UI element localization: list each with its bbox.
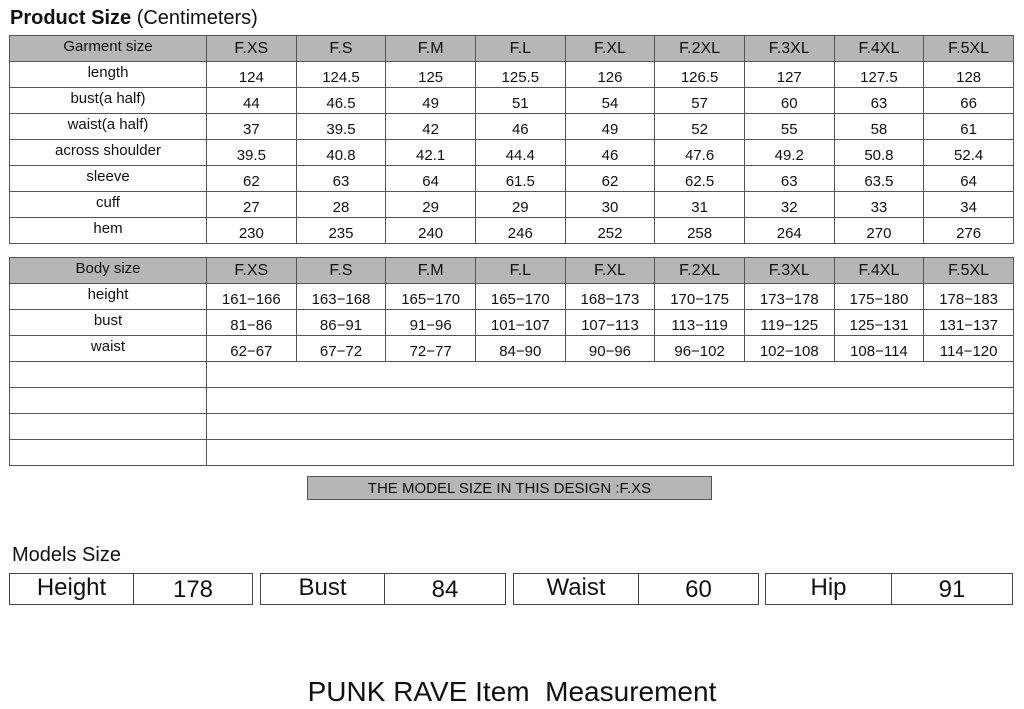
measurement-cell: 47.6 bbox=[655, 140, 745, 166]
measurement-cell: 49.2 bbox=[744, 140, 834, 166]
measurement-cell: 230 bbox=[207, 218, 297, 244]
garment-row bbox=[10, 140, 1014, 166]
size-header-cell: F.3XL bbox=[744, 258, 834, 284]
measurement-cell: 125.5 bbox=[475, 62, 565, 88]
measurement-cell: 64 bbox=[386, 166, 476, 192]
measurement-cell: 63.5 bbox=[834, 166, 924, 192]
empty-row bbox=[10, 388, 1014, 414]
measurement-cell: 46 bbox=[475, 114, 565, 140]
measurement-cell: 32 bbox=[744, 192, 834, 218]
footer-title: PUNK RAVE Item Measurement bbox=[307, 676, 717, 707]
measurement-cell: 124 bbox=[207, 62, 297, 88]
measurement-cell: 44 bbox=[207, 88, 297, 114]
size-header-cell: F.2XL bbox=[655, 258, 745, 284]
measurement-cell: 61 bbox=[924, 114, 1014, 140]
measurement-cell: 126.5 bbox=[655, 62, 745, 88]
body-size-table bbox=[9, 257, 1014, 466]
measurement-cell: 28 bbox=[296, 192, 386, 218]
measurement-cell: 240 bbox=[386, 218, 476, 244]
garment-row bbox=[10, 192, 1014, 218]
garment-row bbox=[10, 62, 1014, 88]
measurement-cell: 119−125 bbox=[744, 310, 834, 336]
measurement-cell: 64 bbox=[924, 166, 1014, 192]
model-measure-label: Hip bbox=[766, 574, 892, 604]
measurement-cell: 63 bbox=[744, 166, 834, 192]
measurement-cell: 276 bbox=[924, 218, 1014, 244]
measurement-cell: 54 bbox=[565, 88, 655, 114]
measurement-cell: 34 bbox=[924, 192, 1014, 218]
size-header-cell: F.L bbox=[475, 36, 565, 62]
measurement-cell: 49 bbox=[565, 114, 655, 140]
body-row bbox=[10, 284, 1014, 310]
measurement-cell: 264 bbox=[744, 218, 834, 244]
measurement-cell: 165−170 bbox=[475, 284, 565, 310]
measurement-cell: 39.5 bbox=[207, 140, 297, 166]
size-header-cell: F.S bbox=[296, 36, 386, 62]
measurement-cell: 57 bbox=[655, 88, 745, 114]
model-measure-label: Bust bbox=[261, 574, 385, 604]
measurement-cell: 124.5 bbox=[296, 62, 386, 88]
empty-value-cell bbox=[207, 414, 1014, 440]
measurement-cell: 125 bbox=[386, 62, 476, 88]
measurement-cell: 40.8 bbox=[296, 140, 386, 166]
empty-value-cell bbox=[207, 362, 1014, 388]
empty-value-cell bbox=[207, 388, 1014, 414]
measurement-cell: 126 bbox=[565, 62, 655, 88]
measurement-cell: 62.5 bbox=[655, 166, 745, 192]
measurement-cell: 61.5 bbox=[475, 166, 565, 192]
size-header-cell: F.XL bbox=[565, 258, 655, 284]
measurement-cell: 62 bbox=[207, 166, 297, 192]
size-header-cell: F.5XL bbox=[924, 258, 1014, 284]
garment-header-label: Garment size bbox=[10, 36, 207, 62]
row-label: bust(a half) bbox=[10, 88, 207, 114]
measurement-cell: 62 bbox=[565, 166, 655, 192]
row-label: height bbox=[10, 284, 207, 310]
measurement-cell: 252 bbox=[565, 218, 655, 244]
size-header-cell: F.L bbox=[475, 258, 565, 284]
measurement-cell: 44.4 bbox=[475, 140, 565, 166]
measurement-cell: 96−102 bbox=[655, 336, 745, 362]
model-measure-label: Waist bbox=[514, 574, 639, 604]
garment-size-table bbox=[9, 35, 1014, 244]
measurement-cell: 131−137 bbox=[924, 310, 1014, 336]
body-row bbox=[10, 336, 1014, 362]
measurement-cell: 175−180 bbox=[834, 284, 924, 310]
size-header-cell: F.4XL bbox=[834, 258, 924, 284]
row-label: waist(a half) bbox=[10, 114, 207, 140]
size-header-cell: F.5XL bbox=[924, 36, 1014, 62]
row-label: sleeve bbox=[10, 166, 207, 192]
size-header-cell: F.M bbox=[386, 36, 476, 62]
measurement-cell: 42 bbox=[386, 114, 476, 140]
model-size-note: THE MODEL SIZE IN THIS DESIGN :F.XS bbox=[307, 476, 712, 500]
measurement-cell: 52 bbox=[655, 114, 745, 140]
model-measure-value: 84 bbox=[431, 576, 459, 603]
measurement-cell: 42.1 bbox=[386, 140, 476, 166]
empty-row bbox=[10, 440, 1014, 466]
models-size-title: Models Size bbox=[12, 544, 121, 566]
measurement-cell: 90−96 bbox=[565, 336, 655, 362]
size-header-cell: F.XS bbox=[207, 258, 297, 284]
measurement-cell: 178−183 bbox=[924, 284, 1014, 310]
measurement-cell: 72−77 bbox=[386, 336, 476, 362]
measurement-cell: 27 bbox=[207, 192, 297, 218]
page-title bbox=[10, 7, 258, 30]
measurement-cell: 270 bbox=[834, 218, 924, 244]
measurement-cell: 29 bbox=[386, 192, 476, 218]
empty-label-cell bbox=[10, 362, 207, 388]
measurement-cell: 91−96 bbox=[386, 310, 476, 336]
model-measure-label: Height bbox=[10, 574, 134, 604]
measurement-cell: 173−178 bbox=[744, 284, 834, 310]
garment-row bbox=[10, 218, 1014, 244]
row-label: cuff bbox=[10, 192, 207, 218]
garment-header-row bbox=[10, 36, 1014, 62]
measurement-cell: 101−107 bbox=[475, 310, 565, 336]
body-header-row bbox=[10, 258, 1014, 284]
size-header-cell: F.3XL bbox=[744, 36, 834, 62]
measurement-cell: 107−113 bbox=[565, 310, 655, 336]
measurement-cell: 58 bbox=[834, 114, 924, 140]
measurement-cell: 37 bbox=[207, 114, 297, 140]
empty-row bbox=[10, 362, 1014, 388]
measurement-cell: 39.5 bbox=[296, 114, 386, 140]
measurement-cell: 127 bbox=[744, 62, 834, 88]
measurement-cell: 60 bbox=[744, 88, 834, 114]
size-header-cell: F.XL bbox=[565, 36, 655, 62]
measurement-cell: 33 bbox=[834, 192, 924, 218]
measurement-cell: 63 bbox=[296, 166, 386, 192]
measurement-cell: 246 bbox=[475, 218, 565, 244]
measurement-cell: 49 bbox=[386, 88, 476, 114]
measurement-cell: 114−120 bbox=[924, 336, 1014, 362]
model-measure-box bbox=[765, 573, 1013, 605]
measurement-cell: 170−175 bbox=[655, 284, 745, 310]
size-header-cell: F.2XL bbox=[655, 36, 745, 62]
measurement-cell: 161−166 bbox=[207, 284, 297, 310]
model-measure-box bbox=[513, 573, 759, 605]
model-measure-value: 60 bbox=[685, 576, 712, 603]
model-measure-box bbox=[260, 573, 506, 605]
measurement-cell: 258 bbox=[655, 218, 745, 244]
row-label: hem bbox=[10, 218, 207, 244]
measurement-cell: 46 bbox=[565, 140, 655, 166]
measurement-cell: 63 bbox=[834, 88, 924, 114]
empty-label-cell bbox=[10, 414, 207, 440]
measurement-cell: 168−173 bbox=[565, 284, 655, 310]
title-bold: Product Size bbox=[10, 7, 132, 29]
measurement-cell: 235 bbox=[296, 218, 386, 244]
measurement-cell: 108−114 bbox=[834, 336, 924, 362]
measurement-cell: 29 bbox=[475, 192, 565, 218]
model-measure-value: 91 bbox=[938, 576, 966, 603]
row-label: bust bbox=[10, 310, 207, 336]
empty-label-cell bbox=[10, 440, 207, 466]
row-label: waist bbox=[10, 336, 207, 362]
model-measure-box bbox=[9, 573, 253, 605]
measurement-cell: 127.5 bbox=[834, 62, 924, 88]
measurement-cell: 86−91 bbox=[296, 310, 386, 336]
garment-row bbox=[10, 88, 1014, 114]
measurement-cell: 55 bbox=[744, 114, 834, 140]
garment-row bbox=[10, 114, 1014, 140]
measurement-cell: 128 bbox=[924, 62, 1014, 88]
body-row bbox=[10, 310, 1014, 336]
empty-value-cell bbox=[207, 440, 1014, 466]
garment-row bbox=[10, 166, 1014, 192]
measurement-cell: 50.8 bbox=[834, 140, 924, 166]
measurement-cell: 125−131 bbox=[834, 310, 924, 336]
size-header-cell: F.4XL bbox=[834, 36, 924, 62]
measurement-cell: 51 bbox=[475, 88, 565, 114]
size-header-cell: F.S bbox=[296, 258, 386, 284]
measurement-cell: 52.4 bbox=[924, 140, 1014, 166]
empty-row bbox=[10, 414, 1014, 440]
title-unit: (Centimeters) bbox=[131, 7, 258, 29]
measurement-cell: 30 bbox=[565, 192, 655, 218]
measurement-cell: 62−67 bbox=[207, 336, 297, 362]
body-header-label: Body size bbox=[10, 258, 207, 284]
measurement-cell: 113−119 bbox=[655, 310, 745, 336]
measurement-cell: 102−108 bbox=[744, 336, 834, 362]
measurement-cell: 84−90 bbox=[475, 336, 565, 362]
measurement-cell: 163−168 bbox=[296, 284, 386, 310]
measurement-cell: 46.5 bbox=[296, 88, 386, 114]
measurement-cell: 67−72 bbox=[296, 336, 386, 362]
size-header-cell: F.M bbox=[386, 258, 476, 284]
measurement-cell: 31 bbox=[655, 192, 745, 218]
empty-label-cell bbox=[10, 388, 207, 414]
measurement-cell: 66 bbox=[924, 88, 1014, 114]
row-label: length bbox=[10, 62, 207, 88]
row-label: across shoulder bbox=[10, 140, 207, 166]
model-measure-value: 178 bbox=[172, 576, 214, 603]
measurement-cell: 81−86 bbox=[207, 310, 297, 336]
size-header-cell: F.XS bbox=[207, 36, 297, 62]
measurement-cell: 165−170 bbox=[386, 284, 476, 310]
